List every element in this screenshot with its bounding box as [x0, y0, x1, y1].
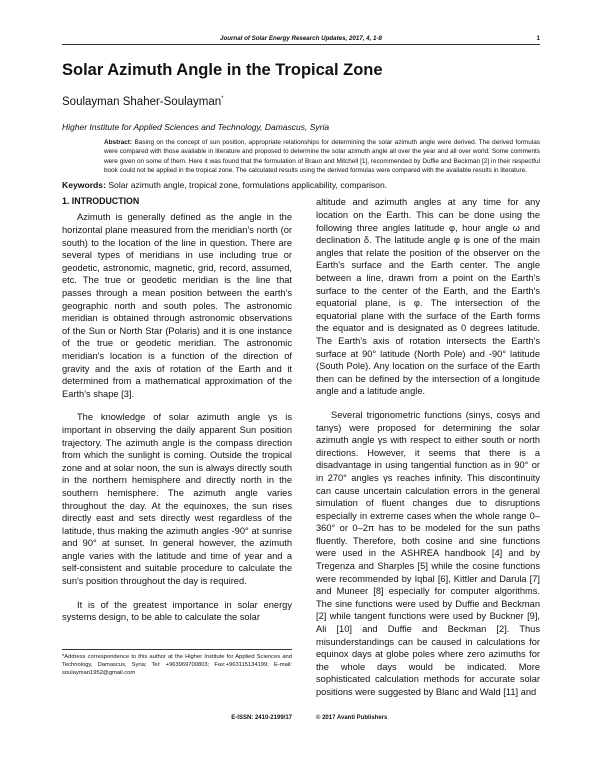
keywords-text: Solar azimuth angle, tropical zone, formulations applicability, comparison.: [105, 180, 388, 191]
section-heading: 1. INTRODUCTION: [62, 196, 140, 207]
paragraph: The knowledge of solar azimuth angle γs is important in observing the daily apparent Sun position trajectory. The azimuth angle is the compass direction from which the sunlight is coming. Outside the tropical zone and at solar noon, the sun is always directly south in the northern hemisphere and directly north in the southern hemisphere. The azimuth angle varies throughout the day. At the equinoxes, the sun rises directly east and sets directly west regardless of the latitude, thus making the azimuth angles -90° at sunrise and 90° at sunset. In general however, the azimuth angle varies with the latitude and time of year and a self-consistent and suitable procedure to calculate the sun's position throughout the day is required.: [62, 412, 292, 587]
author-mark: *: [221, 96, 224, 102]
keywords: [62, 180, 540, 191]
running-header: [62, 34, 540, 45]
correspondence-footnote: *Address correspondence to this author at the Higher Institute for Applied Sciences and Technology, Damascus, Syria; Tel: +963969700803; Fax:+963115134199; E-mail: soulayman1952@gmail.com: [62, 654, 292, 677]
left-column-footer: [62, 645, 292, 722]
copyright: © 2017 Avanti Publishers: [316, 714, 388, 721]
paper-title: Solar Azimuth Angle in the Tropical Zone: [62, 61, 383, 79]
left-column: [62, 196, 292, 721]
paragraph: Several trigonometric functions (sinγs, cosγs and tanγs) were proposed for determining the solar azimuth angle γs with respect to either south or north directions. However, it seems that there is a disadvantage in using tangential function as in 90° or in 270° angles γs reaches infinity. This discontinuity can cause uncertain calculation errors in the general simulation of fluent changes due to disruptions especially in extreme cases when the whole range 0–360° or 0–2π has to be modeled for the sun paths fluently. Therefore, both cosine and sine functions were used in the ASHREA handbook [4] and by Tregenza and Sharples [5] while the cosine functions were recommended by Iqbal [6], Kittler and Darula [7] and Muneer [8] especially for computer algorithms. The sine functions were used by Duffie and Beckman [2] while tangent functions were used by Buckner [9], Ali [10] and Duffie and Beckman [2]. Thus misunderstandings can be caused in calculations for equinox days at globe poles where zero azimuths for the whole days would be indicated. More sophisticated calculation methods for accurate solar positions were suggested by Blanc and Wald [11] and: [316, 409, 540, 698]
paragraph: It is of the greatest importance in solar energy systems design, to be able to calculate the solar: [62, 599, 292, 623]
keywords-label: Keywords:: [62, 180, 106, 191]
body-columns: [62, 196, 540, 721]
right-column: [316, 196, 540, 721]
affiliation: Higher Institute for Applied Sciences and Technology, Damascus, Syria: [62, 121, 330, 132]
author-name: Soulayman Shaher-Soulayman: [62, 95, 222, 108]
journal-citation: Journal of Solar Energy Research Updates, 2017, 4, 1-8: [220, 35, 382, 42]
page-number: 1: [536, 35, 540, 42]
paper-page: [62, 34, 540, 722]
footnote-divider: [62, 649, 292, 650]
abstract-label: Abstract:: [104, 138, 133, 146]
abstract-text: Basing on the concept of sun position, appropriate relationships for determining the solar azimuth angle were derived. The derived formulas were compared with those available in literature and proposed to determine the solar azimuth angle all over the year and all over world. Some comments were given on some of them. Here it was found that the formulation of Braun and Mitchell [1], recommended by Duffie and Beckman [2] in their respectful book could not be applied in the tropical zone. The calculated results using the derived formulas were compared with the available results in literature.: [104, 138, 540, 175]
paragraph: altitude and azimuth angles at any time for any location on the Earth. This can be done using the following three angles latitude φ, hour angle ω and declination δ. The latitude angle φ is one of the main angles that relate the position of the observer on the Earth's surface and the Earth center. The angle between a line, drawn from a point on the Earth's surface to the center of the Earth, and the Earth's equatorial plane, is φ. The intersection of the equatorial plane with the surface of the Earth forms the equator and is designated as 0 degrees latitude. The Earth's axis of rotation intersects the Earth's surface at 90° latitude (North Pole) and -90° latitude (South Pole). Any location on the surface of the Earth then can be defined by the intersection of a longitude angle and a latitude angle.: [316, 197, 540, 397]
abstract: [104, 138, 540, 176]
issn: E-ISSN: 2410-2199/17: [231, 714, 292, 721]
paragraph: Azimuth is generally defined as the angle in the horizontal plane measured from the meridian's north (or south) to the location of the line in question. There are several types of meridians in use including true or geodetic, astronomic, magnetic, grid, record, assumed, etc. The true or geodetic meridian is the line that passes through a mean position between the earth's geographic north and south poles. The astronomic meridian is obtained through astronomic observations of the Sun or North Star (Polaris) and it is one instance of the true or geodetic meridian. The astronomic meridian's location is a function of the direction of gravity and the axis of rotation of the Earth and it determined from a mathematical approximation of the Earth's shape [3].: [62, 212, 292, 399]
author: [62, 92, 540, 109]
